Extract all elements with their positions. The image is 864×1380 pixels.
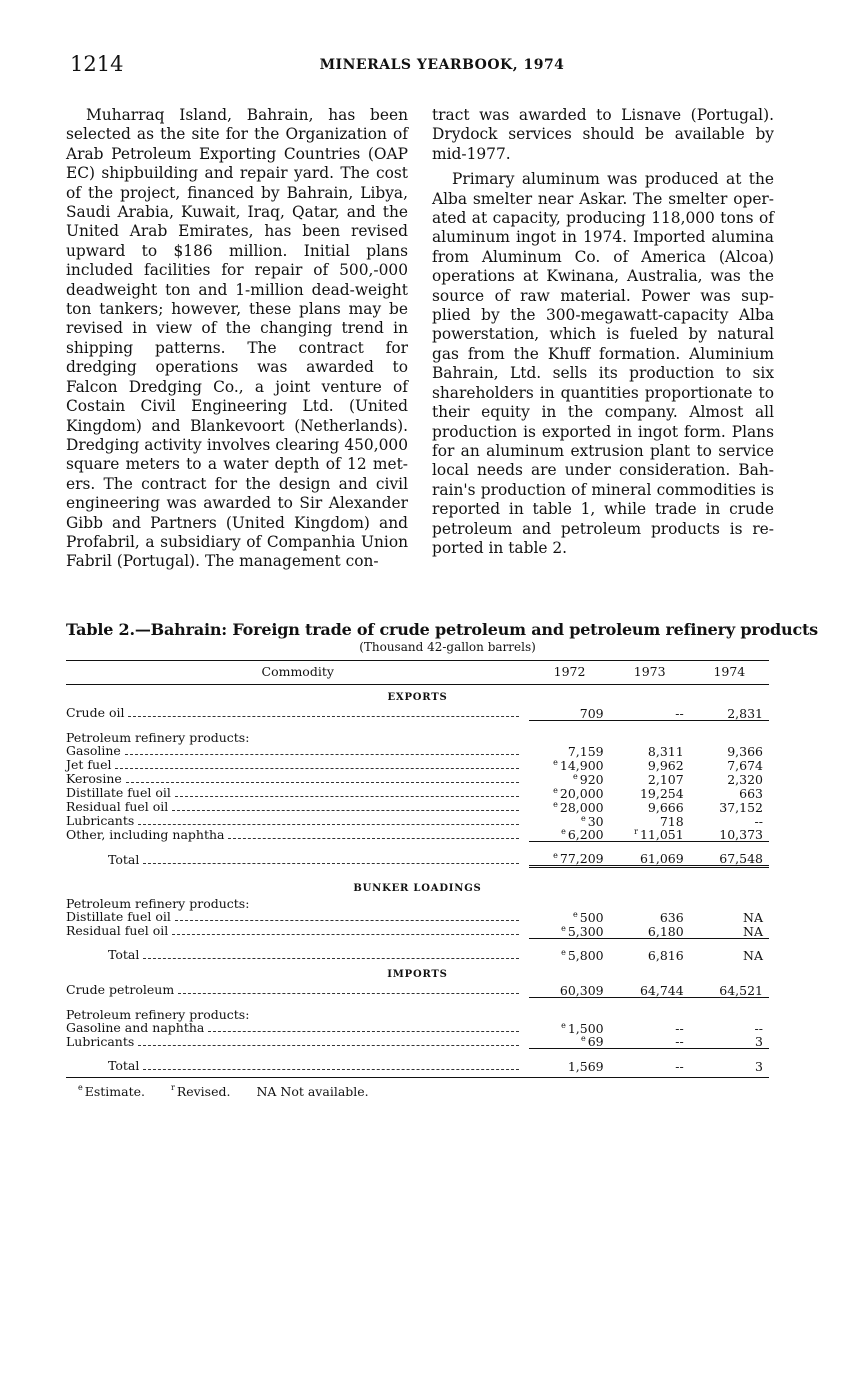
row-label: Lubricants — [66, 1033, 135, 1049]
estimate-mark: e — [553, 799, 558, 809]
footnote-estimate: $^e$ Estimate. — [78, 1082, 145, 1099]
estimate-mark: e — [581, 813, 586, 823]
row-label: Gasoline and naphtha — [66, 1019, 205, 1035]
cell-value: $^e$ 69 — [529, 1035, 609, 1049]
table-row — [66, 897, 769, 910]
cell-value: -- — [610, 1035, 690, 1049]
estimate-mark: e — [573, 910, 578, 919]
table-row — [66, 910, 769, 924]
table-row-total — [66, 938, 769, 962]
table-row — [66, 758, 769, 772]
cell-value: NA — [743, 948, 763, 963]
cell-value: 1,569 — [567, 1058, 604, 1074]
section-exports: EXPORTS — [387, 692, 448, 703]
cell-value: 37,152 — [719, 799, 763, 815]
table-row — [66, 744, 769, 758]
estimate-mark: e — [561, 923, 566, 933]
col-header-1973: 1973 — [610, 661, 690, 685]
cell-value: 8,311 — [647, 743, 684, 759]
group-heading: Petroleum refinery products: — [66, 729, 250, 745]
row-label: Crude petroleum — [66, 982, 175, 997]
row-label: Crude oil — [66, 705, 125, 720]
table-row — [66, 1035, 769, 1049]
table-row — [66, 800, 769, 814]
cell-value: 7,159 — [567, 743, 604, 759]
cell-value: $^e$ 14,900 — [553, 757, 604, 773]
cell-value: 663 — [739, 785, 763, 801]
row-label: Jet fuel — [66, 756, 112, 772]
row-label: Residual fuel oil — [66, 923, 169, 938]
cell-value: 9,366 — [727, 743, 763, 759]
row-label: Gasoline — [66, 742, 121, 758]
row-label: Distillate fuel oil — [66, 909, 171, 924]
cell-value: 3 — [755, 1058, 763, 1074]
cell-value: -- — [675, 1020, 684, 1036]
revised-mark: r — [634, 827, 638, 836]
cell-value: 2,107 — [647, 771, 684, 787]
left-column — [66, 106, 408, 578]
page-number: 1214 — [70, 52, 124, 76]
row-label: Lubricants — [66, 812, 135, 828]
col-header-commodity: Commodity — [66, 661, 529, 685]
col-header-1974: 1974 — [690, 661, 769, 685]
right-column — [432, 106, 774, 564]
table-row-total — [66, 1049, 769, 1078]
estimate-mark: e — [553, 785, 558, 795]
cell-value: 6,816 — [647, 948, 684, 963]
group-heading: Petroleum refinery products: — [66, 896, 250, 911]
cell-value: $^r$ 11,051 — [610, 828, 690, 842]
estimate-mark: e — [553, 851, 558, 860]
row-label: Total — [108, 947, 140, 962]
cell-value: $^e$ 5,300 — [529, 924, 609, 938]
cell-value: $^e$ 1,500 — [561, 1020, 604, 1036]
table-row — [66, 997, 769, 1021]
table-footnotes — [66, 1084, 769, 1099]
table-header-row — [66, 661, 769, 685]
table-row — [66, 720, 769, 744]
estimate-mark: e — [581, 1034, 586, 1043]
table-row — [66, 814, 769, 828]
cell-value: 9,962 — [647, 757, 684, 773]
cell-value: -- — [675, 1058, 684, 1074]
estimate-mark: e — [561, 827, 566, 836]
cell-value: 64,744 — [610, 983, 690, 997]
table-row — [66, 983, 769, 997]
cell-value: $^e$ 5,800 — [561, 948, 604, 963]
estimate-mark: e — [561, 1020, 566, 1030]
table-row — [66, 786, 769, 800]
col-header-1972: 1972 — [529, 661, 609, 685]
estimate-mark: e — [561, 948, 566, 957]
cell-value: 10,373 — [690, 828, 769, 842]
table-row — [66, 924, 769, 938]
row-label: Distillate fuel oil — [66, 784, 171, 800]
page-header — [0, 52, 864, 86]
paragraph-aluminum: Primary aluminum was produced at the Alba smelter near Askar. The smelter oper-ated at capacity, producing 118,000 tons of aluminum ingot in 1974. Imported alumina from Aluminum Co. of America (Alcoa) operations at Kwinana, Australia, was the source of raw material. Power was sup-plied by the 300-megawatt-capacity Alba powerstation, which is fueled by natural gas from the Khuff formation. Aluminium Bahrain, Ltd. sells its production to six shareholders in quantities proportionate to their equity in the company. Almost all production is exported in ingot form. Plans for an aluminum extrusion plant to service local needs are under consideration. Bah-rain's production of mineral commodities is reported in table 1, while trade in crude petroleum and petroleum products is re-ported in table 2. — [432, 170, 774, 557]
cell-value: 67,548 — [690, 842, 769, 867]
cell-value: 2,320 — [727, 771, 763, 787]
row-label: Residual fuel oil — [66, 798, 169, 814]
table-row — [66, 706, 769, 720]
row-label: Total — [108, 851, 140, 867]
table-title: Table 2.—Bahrain: Foreign trade of crude petroleum and petroleum refinery products — [66, 620, 818, 639]
row-label: Total — [108, 1057, 140, 1073]
estimate-mark: e — [553, 757, 558, 767]
table-subtitle: (Thousand 42-gallon barrels) — [359, 640, 536, 654]
row-label: Kerosine — [66, 770, 122, 786]
footnote-revised: $^r$ Revised. — [170, 1082, 231, 1099]
paragraph-continued: tract was awarded to Lisnave (Portugal). Drydock services should be available by mid-1977. — [432, 106, 774, 163]
trade-table-block — [66, 620, 818, 1099]
section-imports: IMPORTS — [387, 969, 448, 980]
running-title: MINERALS YEARBOOK, 1974 — [319, 57, 565, 73]
cell-value: $^e$ 920 — [573, 771, 604, 787]
group-heading: Petroleum refinery products: — [66, 1006, 250, 1022]
table-row — [66, 772, 769, 786]
section-bunker-loadings: BUNKER LOADINGS — [353, 883, 482, 894]
cell-value: -- — [610, 706, 690, 720]
cell-value: 636 — [659, 910, 684, 925]
cell-value: 718 — [659, 813, 684, 829]
table-row — [66, 828, 769, 842]
cell-value: 2,831 — [690, 706, 769, 720]
paragraph-shipyard: Muharraq Island, Bahrain, has been selected as the site for the Organization of Arab Petroleum Exporting Countries (OAP EC) shipbuilding and repair yard. The cost of the project, financed by Bahrain, Libya, Saudi Arabia, Kuwait, Iraq, Qatar, and the United Arab Emirates, has been revised upward to $186 million. Initial plans included facilities for repair of 500,-000 deadweight ton and 1-million dead-weight ton tankers; however, these plans may be revised in view of the changing trend in shipping patterns. The contract for dredging operations was awarded to Falcon Dredging Co., a joint venture of Costain Civil Engineering Ltd. (United Kingdom) and Blankevoort (Netherlands). Dredging activity involves clearing 450,000 square meters to a water depth of 12 met-ers. The contract for the design and civil engineering was awarded to Sir Alexander Gibb and Partners (United Kingdom) and Profabril, a subsidiary of Companhia Union Fabril (Portugal). The management con- — [66, 106, 408, 571]
cell-value: 64,521 — [690, 983, 769, 997]
table-row — [66, 1021, 769, 1035]
cell-value: NA — [743, 910, 763, 925]
cell-value: 709 — [529, 706, 609, 720]
cell-value: 3 — [690, 1035, 769, 1049]
cell-value: 6,180 — [610, 924, 690, 938]
table-row-total — [66, 842, 769, 867]
cell-value: $^e$ 6,200 — [529, 828, 609, 842]
cell-value: $^e$ 30 — [581, 813, 604, 829]
cell-value: 7,674 — [727, 757, 763, 773]
cell-value: $^e$ 77,209 — [529, 842, 609, 867]
trade-table — [66, 660, 769, 1078]
cell-value: NA — [690, 924, 769, 938]
row-label: Other, including naphtha — [66, 826, 225, 842]
footnote-not-available: NA Not available. — [256, 1083, 369, 1099]
estimate-mark: e — [573, 771, 578, 781]
cell-value: $^e$ 20,000 — [553, 785, 604, 801]
cell-value: 60,309 — [529, 983, 609, 997]
cell-value: 9,666 — [647, 799, 684, 815]
cell-value: 61,069 — [610, 842, 690, 867]
cell-value: -- — [754, 813, 763, 829]
cell-value: 19,254 — [639, 785, 684, 801]
cell-value: $^e$ 28,000 — [553, 799, 604, 815]
cell-value: -- — [754, 1020, 763, 1036]
cell-value: $^e$ 500 — [573, 910, 604, 925]
